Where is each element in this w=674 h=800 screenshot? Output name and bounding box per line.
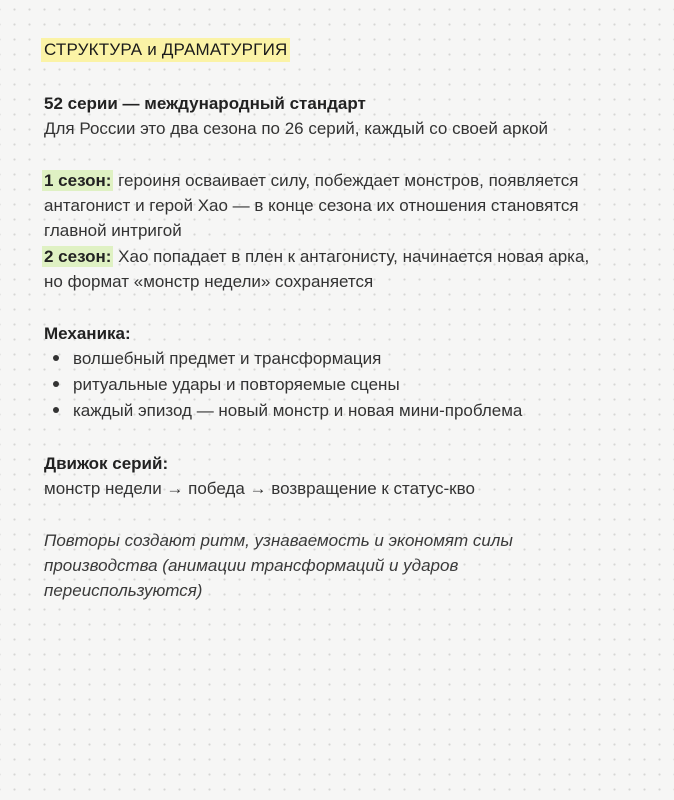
bullet-icon — [53, 355, 59, 361]
season-1-line-3: главной интригой — [44, 221, 182, 240]
note-line-3: переиспользуются) — [44, 581, 203, 600]
bullet-icon — [53, 407, 59, 413]
engine-text: монстр недели → победа → возвращение к статус-кво — [44, 479, 475, 498]
episodes-subtext: Для России это два сезона по 26 серий, каждый со своей аркой — [44, 119, 549, 138]
season-1-label: 1 сезон: — [44, 171, 112, 190]
note-line-2: производства (анимации трансформаций и ударов — [44, 556, 459, 575]
season-2-line-2: но формат «монстр недели» сохраняется — [44, 272, 374, 291]
season-2-label: 2 сезон: — [44, 247, 112, 266]
bullet-icon — [53, 381, 59, 387]
season-1-text: героиня осваивает силу, побеждает монстров, появляется — [118, 171, 579, 190]
episodes-heading: 52 серии — международный стандарт — [44, 94, 366, 113]
section-title: СТРУКТУРА и ДРАМАТУРГИЯ — [41, 38, 290, 62]
mechanics-item: ритуальные удары и повторяемые сцены — [73, 375, 400, 394]
season-1-line-1 — [42, 168, 578, 193]
mechanics-item: волшебный предмет и трансформация — [73, 349, 382, 368]
note-line-1: Повторы создают ритм, узнаваемость и экономят силы — [44, 531, 513, 550]
season-2-line-1 — [42, 244, 589, 269]
engine-heading: Движок серий: — [44, 454, 169, 473]
mechanics-heading: Механика: — [44, 324, 131, 343]
season-2-text: Хао попадает в плен к антагонисту, начинается новая арка, — [118, 247, 590, 266]
mechanics-item: каждый эпизод — новый монстр и новая мини-проблема — [73, 401, 523, 420]
season-1-line-2: антагонист и герой Хао — в конце сезона их отношения становятся — [44, 196, 579, 215]
